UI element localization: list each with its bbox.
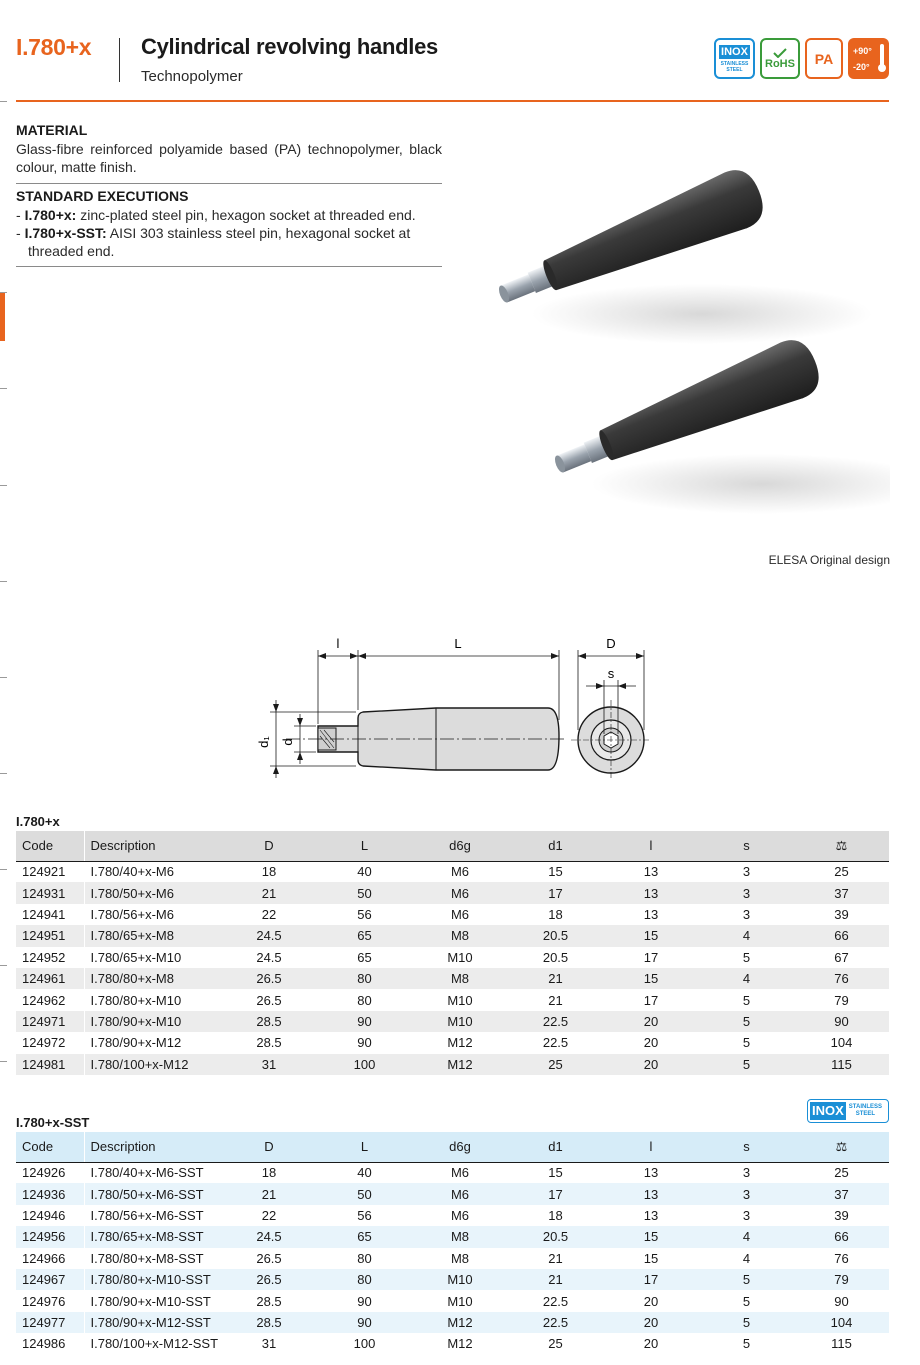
table-sst [16, 1132, 889, 1355]
material-text: Glass-fibre reinforced polyamide based (PA) technopolymer, black colour, matte finish. [16, 141, 442, 175]
table-cell: 5 [742, 1336, 751, 1352]
table-cell: 115 [794, 1054, 889, 1075]
col-d1: d1 [508, 1132, 603, 1162]
table-cell: I.780/50+x-M6 [84, 882, 221, 903]
table-cell: 18 [548, 906, 563, 922]
table-row [16, 1054, 889, 1075]
table-row [16, 882, 889, 903]
table-cell: 67 [834, 949, 849, 965]
table-cell: 21 [221, 1183, 317, 1204]
table-cell: 39 [834, 1207, 849, 1223]
edge-tick [0, 485, 7, 486]
table-row [16, 1011, 889, 1032]
col-D: D [221, 831, 317, 861]
table-cell: 40 [357, 864, 372, 880]
table-cell: 50 [317, 882, 412, 903]
table-cell: 26.5 [221, 968, 317, 989]
table-row [16, 1183, 889, 1204]
table-cell: 124961 [16, 968, 84, 989]
table-cell: I.780/40+x-M6 [90, 864, 174, 880]
inox-badge-small [807, 1099, 889, 1123]
table-row [16, 1269, 889, 1290]
col-L: L [317, 1132, 412, 1162]
table-cell: M6 [450, 1207, 470, 1223]
pa-badge-label: PA [814, 50, 834, 67]
table-cell: 15 [603, 1226, 699, 1247]
table-cell: 4 [699, 1226, 794, 1247]
col-l: l [603, 1132, 699, 1162]
table-cell: 124951 [16, 925, 84, 946]
table-cell: 50 [317, 1183, 412, 1204]
table-cell: 104 [794, 1312, 889, 1333]
table-cell: 22.5 [508, 1312, 603, 1333]
table-row [16, 1226, 889, 1247]
table-cell: 28.5 [256, 1293, 282, 1309]
col-l: l [603, 831, 699, 861]
table-row [16, 1032, 889, 1053]
table-cell: 65 [317, 925, 412, 946]
table-cell: 5 [699, 1312, 794, 1333]
table-row [16, 925, 889, 946]
page-subtitle: Technopolymer [141, 68, 243, 85]
col-D: D [221, 1132, 317, 1162]
table-cell: 17 [508, 882, 603, 903]
table-cell: I.780/90+x-M10 [84, 1011, 221, 1032]
table-cell: M10 [447, 992, 473, 1008]
table-cell: 25 [548, 1336, 563, 1352]
table-cell: 22.5 [542, 1293, 569, 1309]
table-cell: M10 [447, 1293, 473, 1309]
table-row [16, 1290, 889, 1311]
table-cell: M6 [450, 1165, 470, 1181]
table-cell: I.780/65+x-M8 [84, 925, 221, 946]
table-cell: 21 [508, 1269, 603, 1290]
table-cell: 15 [643, 1250, 659, 1266]
table-cell: 124972 [16, 1032, 84, 1053]
header-rule [16, 100, 889, 102]
inox-badge [714, 38, 755, 79]
edge-tick [0, 1061, 7, 1062]
col-weight-icon: ⚖ [794, 1132, 889, 1162]
table-cell: M10 [447, 949, 473, 965]
inox-small-sub1: STAINLESS [848, 1104, 883, 1110]
table-cell: 17 [508, 1183, 603, 1204]
inox-small-sub2: STEEL [855, 1111, 876, 1117]
table-cell: 13 [603, 1183, 699, 1204]
table-cell: 90 [834, 1293, 849, 1309]
edge-tick [0, 101, 7, 102]
label-L: L [454, 636, 462, 651]
execution-item-1-code: I.780+x: [24, 207, 77, 223]
inox-sub-line2: STEEL [726, 66, 743, 73]
table-cell: 4 [742, 1250, 751, 1266]
table-cell: 3 [742, 864, 751, 880]
table-row [16, 968, 889, 989]
table-cell: 13 [643, 1165, 659, 1181]
table-row [16, 947, 889, 968]
table-cell: 15 [548, 864, 563, 880]
table-cell: 13 [643, 906, 659, 922]
temp-max: +90° [853, 45, 872, 56]
product-photo [462, 114, 890, 548]
label-s: s [607, 666, 615, 681]
page-title: Cylindrical revolving handles [141, 34, 438, 59]
table-cell: 65 [317, 1226, 412, 1247]
col-L: L [317, 831, 412, 861]
table-cell: 28.5 [221, 1312, 317, 1333]
table-cell: 5 [742, 1293, 751, 1309]
table-row [16, 1312, 889, 1333]
table-cell: M8 [450, 1250, 470, 1266]
table-cell: 104 [830, 1035, 853, 1051]
table-cell: 90 [357, 1293, 372, 1309]
table-cell: 20 [603, 1312, 699, 1333]
table-cell: I.780/80+x-M8 [84, 968, 221, 989]
table-cell: 20 [643, 1293, 659, 1309]
table-sst-title: I.780+x-SST [16, 1115, 90, 1130]
table-cell: 15 [603, 925, 699, 946]
edge-accent [0, 293, 5, 341]
table-cell: I.780/100+x-M12-SST [90, 1336, 219, 1352]
table-cell: 65 [357, 949, 372, 965]
table-cell: 124971 [16, 1011, 84, 1032]
execution-item-1-text: zinc-plated steel pin, hexagon socket at threaded end. [80, 207, 416, 223]
table-std-title: I.780+x [16, 814, 60, 829]
table-cell: 17 [643, 949, 659, 965]
section-rule [16, 183, 442, 184]
table-cell: M8 [412, 925, 508, 946]
execution-item-2-text: AISI 303 stainless steel pin, hexagonal socket at [109, 225, 411, 241]
table-cell: I.780/56+x-M6-SST [90, 1207, 204, 1223]
table-cell: 124926 [16, 1162, 84, 1183]
edge-tick [0, 581, 7, 582]
execution-item-2: - I.780+x-SST: AISI 303 stainless steel pin, hexagonal socket at [16, 225, 411, 241]
table-cell: 15 [603, 968, 699, 989]
table-cell: 90 [317, 1312, 412, 1333]
table-std [16, 831, 889, 1075]
table-cell: 3 [742, 1207, 751, 1223]
table-cell: 22 [261, 906, 277, 922]
table-cell: 124952 [16, 947, 84, 968]
table-row [16, 1162, 889, 1183]
table-cell: 22.5 [508, 1011, 603, 1032]
table-cell: 24.5 [221, 1226, 317, 1247]
table-cell: I.780/56+x-M6 [90, 906, 174, 922]
col-code: Code [16, 831, 84, 861]
technical-drawing [246, 630, 666, 780]
table-cell: 90 [317, 1011, 412, 1032]
col-d1: d1 [508, 831, 603, 861]
table-cell: 124941 [16, 904, 84, 925]
table-cell: 21 [548, 992, 563, 1008]
table-cell: 40 [357, 1165, 372, 1181]
rohs-badge [760, 38, 800, 79]
temperature-badge [848, 38, 889, 79]
col-code: Code [16, 1132, 84, 1162]
table-cell: 22.5 [542, 1035, 569, 1051]
table-cell: 80 [317, 1269, 412, 1290]
table-cell: 31 [221, 1054, 317, 1075]
table-cell: 3 [742, 1165, 751, 1181]
inox-badge-sub [721, 61, 749, 73]
table-cell: 124967 [16, 1269, 84, 1290]
table-cell: 39 [834, 906, 849, 922]
section-rule [16, 266, 442, 267]
table-row [16, 989, 889, 1010]
col-s: s [699, 831, 794, 861]
table-cell: M8 [412, 968, 508, 989]
table-cell: 20 [643, 1035, 659, 1051]
inox-small-label: INOX [812, 1103, 844, 1118]
table-cell: M12 [447, 1035, 473, 1051]
table-cell: 100 [353, 1336, 376, 1352]
table-cell: 17 [603, 1269, 699, 1290]
executions-heading: STANDARD EXECUTIONS [16, 188, 189, 204]
table-cell: I.780/90+x-M12-SST [84, 1312, 221, 1333]
table-cell: 3 [742, 906, 751, 922]
table-cell: 3 [699, 1183, 794, 1204]
table-cell: 26.5 [256, 1250, 282, 1266]
table-row [16, 861, 889, 882]
table-cell: 124976 [16, 1290, 84, 1311]
table-cell: 18 [261, 1165, 277, 1181]
table-cell: 5 [742, 992, 751, 1008]
table-cell: 90 [794, 1011, 889, 1032]
edge-tick [0, 773, 7, 774]
table-cell: 80 [357, 992, 372, 1008]
table-cell: 5 [742, 949, 751, 965]
table-cell: 13 [603, 882, 699, 903]
table-cell: I.780/90+x-M12 [90, 1035, 182, 1051]
table-cell: M6 [412, 1183, 508, 1204]
table-cell: I.780/80+x-M8-SST [90, 1250, 204, 1266]
checkmark-icon [773, 48, 787, 58]
dimension-drawing [246, 630, 666, 780]
table-cell: 21 [221, 882, 317, 903]
execution-item-2-code: I.780+x-SST: [24, 225, 107, 241]
table-cell: 79 [794, 1269, 889, 1290]
table-cell: 20.5 [542, 949, 569, 965]
table-cell: M12 [447, 1336, 473, 1352]
table-cell: M10 [412, 1011, 508, 1032]
table-cell: I.780/40+x-M6-SST [90, 1165, 204, 1181]
table-cell: 124986 [16, 1333, 84, 1354]
label-d1: d₁ [256, 736, 271, 748]
table-cell: 90 [357, 1035, 372, 1051]
material-heading: MATERIAL [16, 122, 88, 138]
table-cell: 124981 [16, 1054, 84, 1075]
table-cell: 26.5 [256, 992, 282, 1008]
photo-caption: ELESA Original design [768, 553, 890, 567]
table-row [16, 904, 889, 925]
inox-small-sub [849, 1104, 882, 1118]
table-cell: 37 [794, 1183, 889, 1204]
table-cell: 37 [794, 882, 889, 903]
table-cell: M8 [412, 1226, 508, 1247]
table-cell: I.780/50+x-M6-SST [84, 1183, 221, 1204]
table-cell: I.780/80+x-M10 [90, 992, 182, 1008]
execution-item-2-cont: threaded end. [28, 243, 115, 259]
table-cell: 26.5 [221, 1269, 317, 1290]
table-cell: 15 [548, 1165, 563, 1181]
table-row [16, 1248, 889, 1269]
handle-photo-illustration [462, 114, 890, 548]
table-cell: I.780/100+x-M12 [84, 1054, 221, 1075]
table-cell: 25 [834, 864, 849, 880]
table-cell: 66 [794, 1226, 889, 1247]
table-cell: 5 [699, 1269, 794, 1290]
table-cell: 124962 [16, 989, 84, 1010]
table-cell: 124936 [16, 1183, 84, 1204]
table-cell: 20 [643, 1336, 659, 1352]
label-l: l [336, 636, 340, 651]
table-cell: 28.5 [221, 1011, 317, 1032]
table-cell: 4 [699, 968, 794, 989]
table-cell: 124977 [16, 1312, 84, 1333]
table-cell: I.780/65+x-M10 [90, 949, 182, 965]
table-cell: 20 [603, 1011, 699, 1032]
col-d6g: d6g [412, 831, 508, 861]
table-cell: 20 [603, 1054, 699, 1075]
table-cell: 25 [508, 1054, 603, 1075]
table-cell: 18 [548, 1207, 563, 1223]
rohs-badge-label: RoHS [765, 57, 795, 70]
thermometer-icon [880, 44, 884, 68]
table-cell: 24.5 [256, 949, 282, 965]
table-cell: 124946 [16, 1205, 84, 1226]
table-cell: M6 [450, 864, 470, 880]
table-cell: 124931 [16, 882, 84, 903]
table-cell: I.780/65+x-M8-SST [84, 1226, 221, 1247]
table-cell: 20.5 [508, 925, 603, 946]
table-cell: 79 [834, 992, 849, 1008]
table-cell: 5 [699, 1011, 794, 1032]
execution-item-1: - I.780+x: zinc-plated steel pin, hexagon socket at threaded end. [16, 207, 416, 223]
table-cell: 5 [742, 1035, 751, 1051]
col-description: Description [84, 831, 221, 861]
table-cell: 25 [834, 1165, 849, 1181]
edge-tick [0, 965, 7, 966]
edge-tick [0, 869, 7, 870]
table-cell: I.780/80+x-M10-SST [84, 1269, 221, 1290]
table-cell: 5 [699, 1054, 794, 1075]
table-cell: 22 [261, 1207, 277, 1223]
table-cell: 100 [317, 1054, 412, 1075]
table-cell: 28.5 [256, 1035, 282, 1051]
product-code: I.780+x [16, 34, 92, 60]
table-cell: 66 [794, 925, 889, 946]
table-cell: M12 [412, 1054, 508, 1075]
table-cell: 56 [357, 1207, 372, 1223]
table-cell: 124956 [16, 1226, 84, 1247]
table-cell: 21 [548, 1250, 563, 1266]
table-cell: M10 [412, 1269, 508, 1290]
table-cell: 124921 [16, 861, 84, 882]
table-cell: 115 [831, 1336, 852, 1352]
title-separator [119, 38, 120, 82]
table-cell: 24.5 [221, 925, 317, 946]
col-weight-icon: ⚖ [794, 831, 889, 861]
table-cell: 31 [261, 1336, 277, 1352]
table-cell: 18 [261, 864, 277, 880]
label-d: d [280, 738, 295, 746]
table-cell: 13 [643, 864, 659, 880]
col-s: s [699, 1132, 794, 1162]
table-cell: 3 [699, 882, 794, 903]
col-d6g: d6g [412, 1132, 508, 1162]
table-cell: 124966 [16, 1248, 84, 1269]
table-cell: 56 [357, 906, 372, 922]
table-cell: 76 [794, 968, 889, 989]
table-cell: 21 [508, 968, 603, 989]
table-cell: 80 [357, 1250, 372, 1266]
table-cell: M6 [450, 906, 470, 922]
table-cell: M12 [412, 1312, 508, 1333]
table-cell: 80 [317, 968, 412, 989]
edge-tick [0, 677, 7, 678]
table-cell: 17 [643, 992, 659, 1008]
table-row [16, 1205, 889, 1226]
temp-min: -20° [853, 61, 870, 72]
edge-tick [0, 388, 7, 389]
inox-badge-label: INOX [721, 45, 748, 58]
col-description: Description [84, 1132, 221, 1162]
table-cell: M6 [412, 882, 508, 903]
table-cell: 76 [834, 1250, 849, 1266]
table-row [16, 1333, 889, 1354]
table-cell: 4 [699, 925, 794, 946]
table-cell: I.780/90+x-M10-SST [90, 1293, 211, 1309]
table-cell: 13 [643, 1207, 659, 1223]
table-cell: 20.5 [508, 1226, 603, 1247]
inox-sub-line1: STAINLESS [720, 60, 749, 67]
label-D: D [606, 636, 616, 651]
pa-badge [805, 38, 843, 79]
